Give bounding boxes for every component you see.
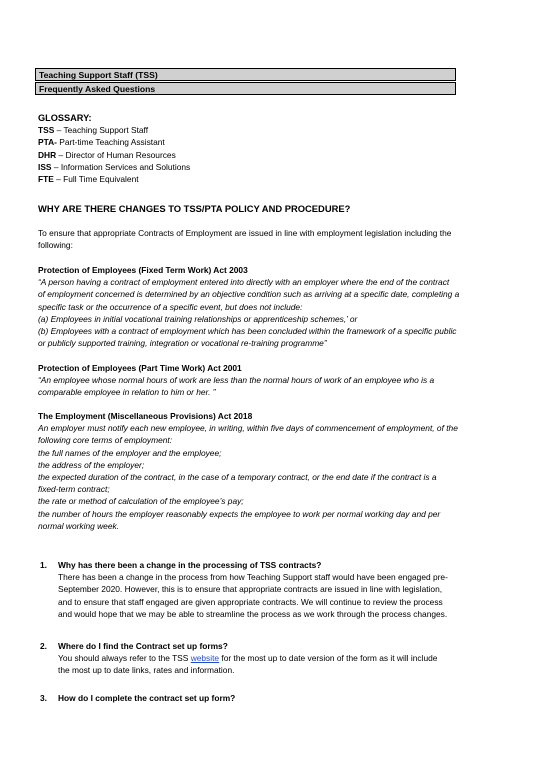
glossary-item: DHR – Director of Human Resources — [38, 149, 176, 160]
text-line: following core terms of employment: — [38, 435, 173, 446]
faq-answer-line: the most up to date links, rates and information. — [58, 665, 235, 676]
tss-website-link[interactable]: website — [190, 653, 220, 664]
why-intro — [38, 227, 516, 251]
act-title: The Employment (Miscellaneous Provisions) Act 2018 — [38, 411, 253, 421]
faq-number: 3. — [40, 693, 47, 703]
glossary-item: PTA- Part-time Teaching Assistant — [38, 137, 165, 148]
faq-question: Why has there been a change in the processing of TSS contracts? — [58, 560, 322, 570]
faq-question: Where do I find the Contract set up forms? — [58, 641, 228, 651]
paragraph-line: following: — [38, 240, 73, 251]
why-section — [38, 203, 516, 215]
faq-answer-line: and would hope that we may be able to streamline the process as we work through the process changes. — [58, 608, 448, 619]
faq-number: 1. — [40, 560, 47, 570]
quote-line: (b) Employees with a contract of employment which has been concluded within the framework of a specific public — [38, 326, 457, 337]
act-title: Protection of Employees (Part Time Work) Act 2001 — [38, 363, 242, 373]
text-line: normal working week. — [38, 520, 119, 531]
faq-question: How do I complete the contract set up form? — [58, 693, 236, 703]
act-part-time — [38, 362, 516, 399]
glossary-item: FTE – Full Time Equivalent — [38, 174, 139, 185]
text-line: An employer must notify each new employee, in writing, within five days of commencement of employment, of the — [38, 423, 458, 434]
quote-line: “A person having a contract of employment entered into directly with an employer where the end of the contract — [38, 277, 450, 288]
text-line: the rate or method of calculation of the employee’s pay; — [38, 496, 244, 507]
text-line: the number of hours the employer reasonably expects the employee to work per normal working day and per — [38, 508, 441, 519]
document-subtitle: Frequently Asked Questions — [35, 82, 456, 95]
faq-answer-line: You should always refer to the TSS website for the most up to date version of the form as it will include — [58, 653, 438, 664]
faq-item-2 — [40, 640, 520, 677]
text-line: fixed-term contract; — [38, 484, 110, 495]
quote-line: comparable employee in relation to him or her. ” — [38, 387, 216, 398]
quote-line: of employment concerned is determined by an objective condition such as arriving at a specific date, completing a — [38, 289, 460, 300]
glossary-title: GLOSSARY: — [38, 113, 92, 123]
act-title: Protection of Employees (Fixed Term Work) Act 2003 — [38, 265, 248, 275]
glossary — [38, 112, 516, 185]
faq-item-3 — [40, 692, 520, 704]
text-line: the full names of the employer and the employee; — [38, 447, 222, 458]
faq-answer-line: September 2020. However, this is to ensure that appropriate contracts are issued in line with legislation, — [58, 584, 443, 595]
act-misc — [38, 410, 516, 532]
document-title: Teaching Support Staff (TSS) — [35, 68, 456, 81]
quote-line: (a) Employees in initial vocational training relationships or apprenticeship schemes,’ or — [38, 313, 358, 324]
quote-line: specific task or the occurrence of a specific event, but does not include: — [38, 301, 303, 312]
text-line: the expected duration of the contract, in the case of a temporary contract, or the end date if the contract is a — [38, 472, 437, 483]
glossary-item: TSS – Teaching Support Staff — [38, 125, 149, 136]
faq-number: 2. — [40, 641, 47, 651]
glossary-item: ISS – Information Services and Solutions — [38, 161, 191, 172]
text-line: the address of the employer; — [38, 459, 145, 470]
faq-item-1 — [40, 559, 520, 620]
section-heading: WHY ARE THERE CHANGES TO TSS/PTA POLICY AND PROCEDURE? — [38, 203, 351, 214]
faq-answer-line: There has been a change in the process from how Teaching Support staff would have been engaged pre- — [58, 572, 448, 583]
quote-line: or publicly supported training, integration or vocational re-training programme” — [38, 338, 327, 349]
faq-answer-line: and to ensure that staff engaged are given appropriate contracts. We will continue to review the process — [58, 596, 443, 607]
paragraph-line: To ensure that appropriate Contracts of Employment are issued in line with employment legislation including the — [38, 228, 452, 238]
quote-line: “An employee whose normal hours of work are less than the normal hours of work of an employee who is a — [38, 375, 435, 386]
act-fixed-term — [38, 264, 516, 349]
